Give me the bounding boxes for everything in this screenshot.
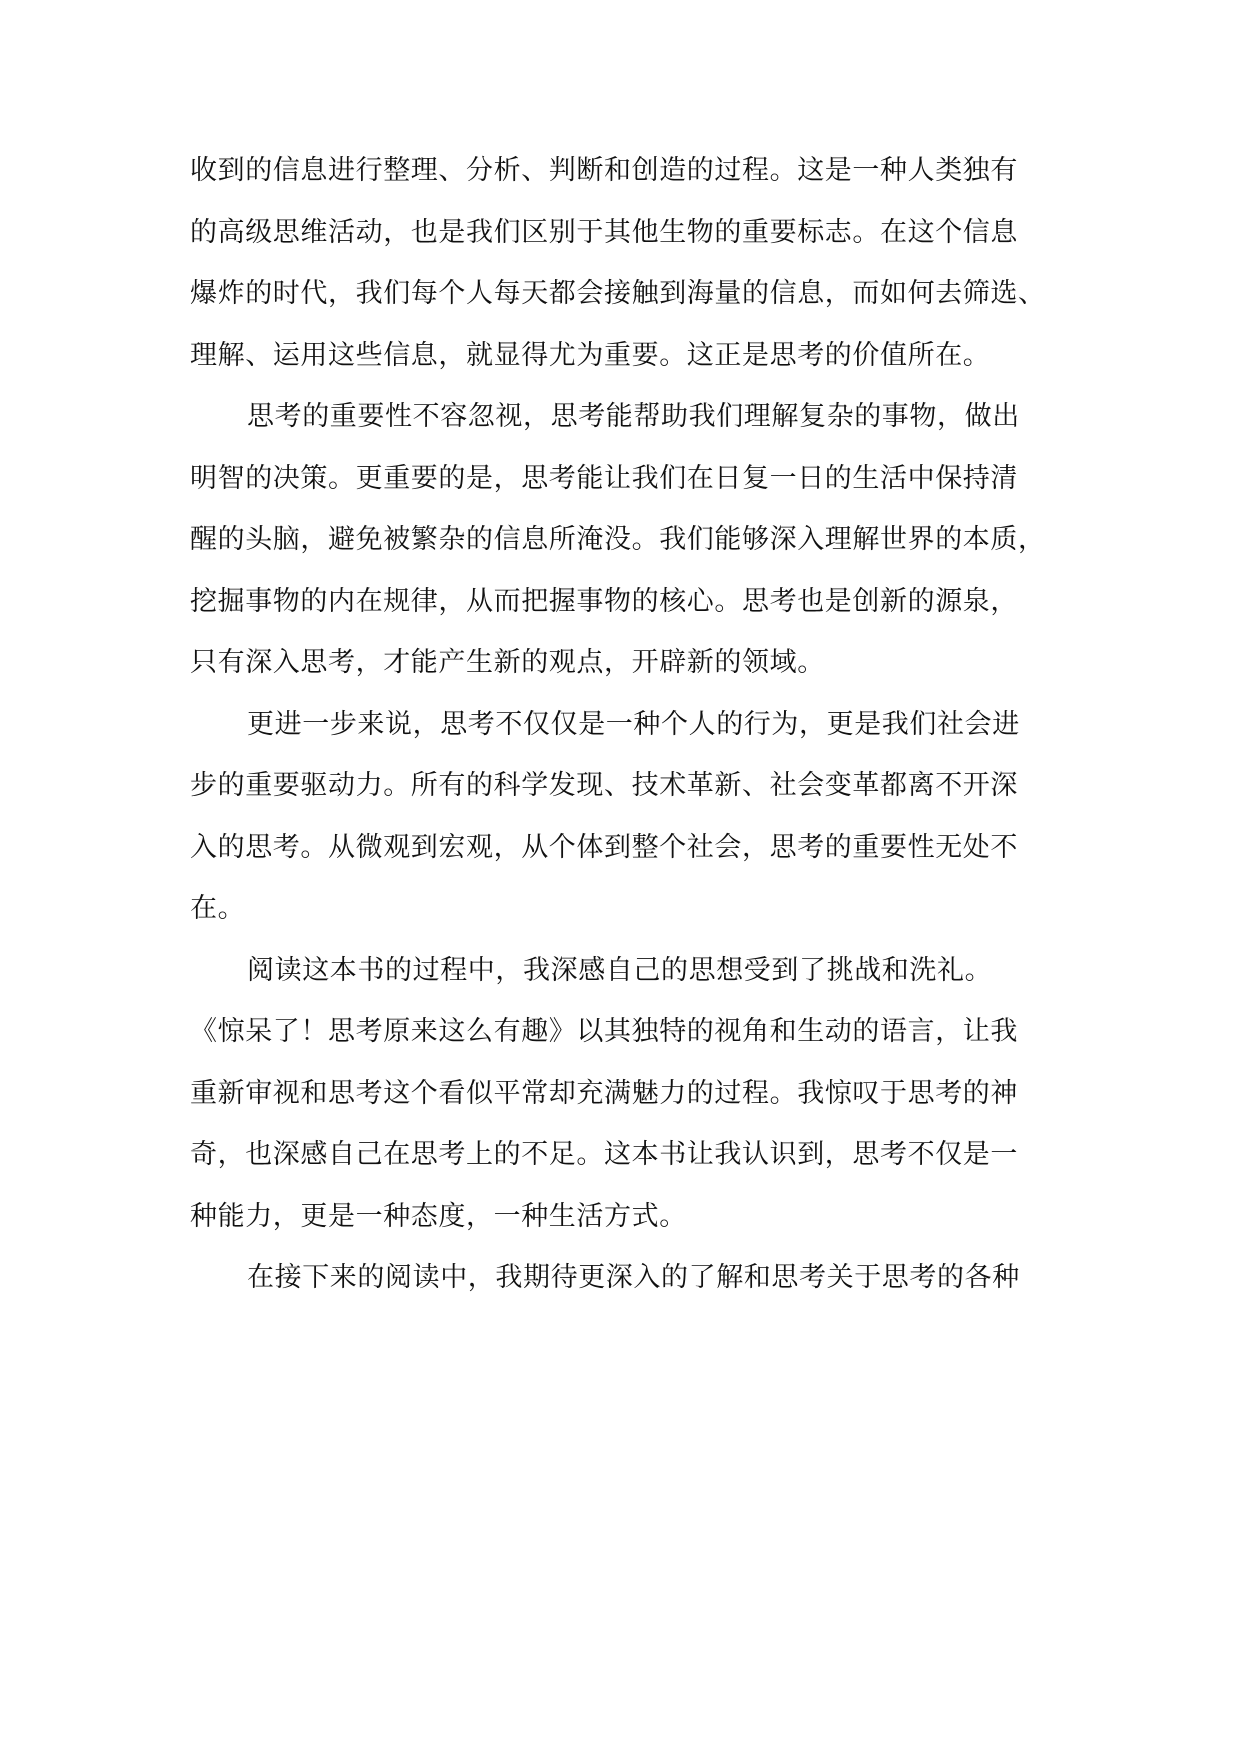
text-line-4: 理解、运用这些信息，就显得尤为重要。这正是思考的价值所在。 [190,339,991,371]
text-line-15: 《惊呆了！思考原来这么有趣》以其独特的视角和生动的语言，让我 [190,1016,1018,1047]
text-line-18: 种能力，更是一种态度，一种生活方式。 [190,1200,687,1232]
text-line-12: 入的思考。从微观到宏观，从个体到整个社会，思考的重要性无处不 [190,831,1018,863]
text-line-14: 阅读这本书的过程中，我深感自己的思想受到了挑战和洗礼。 [247,954,993,986]
text-line-5: 思考的重要性不容忽视，思考能帮助我们理解复杂的事物，做出 [247,401,1020,432]
document-body [190,140,1050,1309]
text-line-17: 奇，也深感自己在思考上的不足。这本书让我认识到，思考不仅是一 [190,1139,1018,1170]
text-line-6: 明智的决策。更重要的是，思考能让我们在日复一日的生活中保持清 [190,462,1018,494]
text-line-2: 的高级思维活动，也是我们区别于其他生物的重要标志。在这个信息 [190,216,1018,248]
text-line-10: 更进一步来说，思考不仅仅是一种个人的行为，更是我们社会进 [247,708,1020,740]
text-line-1: 收到的信息进行整理、分析、判断和创造的过程。这是一种人类独有 [190,155,1018,186]
text-line-7: 醒的头脑，避免被繁杂的信息所淹没。我们能够深入理解世界的本质， [190,524,1046,555]
text-line-9: 只有深入思考，才能产生新的观点，开辟新的领域。 [190,647,825,678]
text-line-3: 爆炸的时代，我们每个人每天都会接触到海量的信息，而如何去筛选、 [190,278,1046,309]
text-line-8: 挖掘事物的内在规律，从而把握事物的核心。思考也是创新的源泉， [190,585,1018,617]
text-line-19: 在接下来的阅读中，我期待更深入的了解和思考关于思考的各种 [247,1262,1020,1293]
text-line-13: 在。 [190,893,246,924]
text-line-11: 步的重要驱动力。所有的科学发现、技术革新、社会变革都离不开深 [190,770,1018,801]
text-line-16: 重新审视和思考这个看似平常却充满魅力的过程。我惊叹于思考的神 [190,1077,1018,1109]
